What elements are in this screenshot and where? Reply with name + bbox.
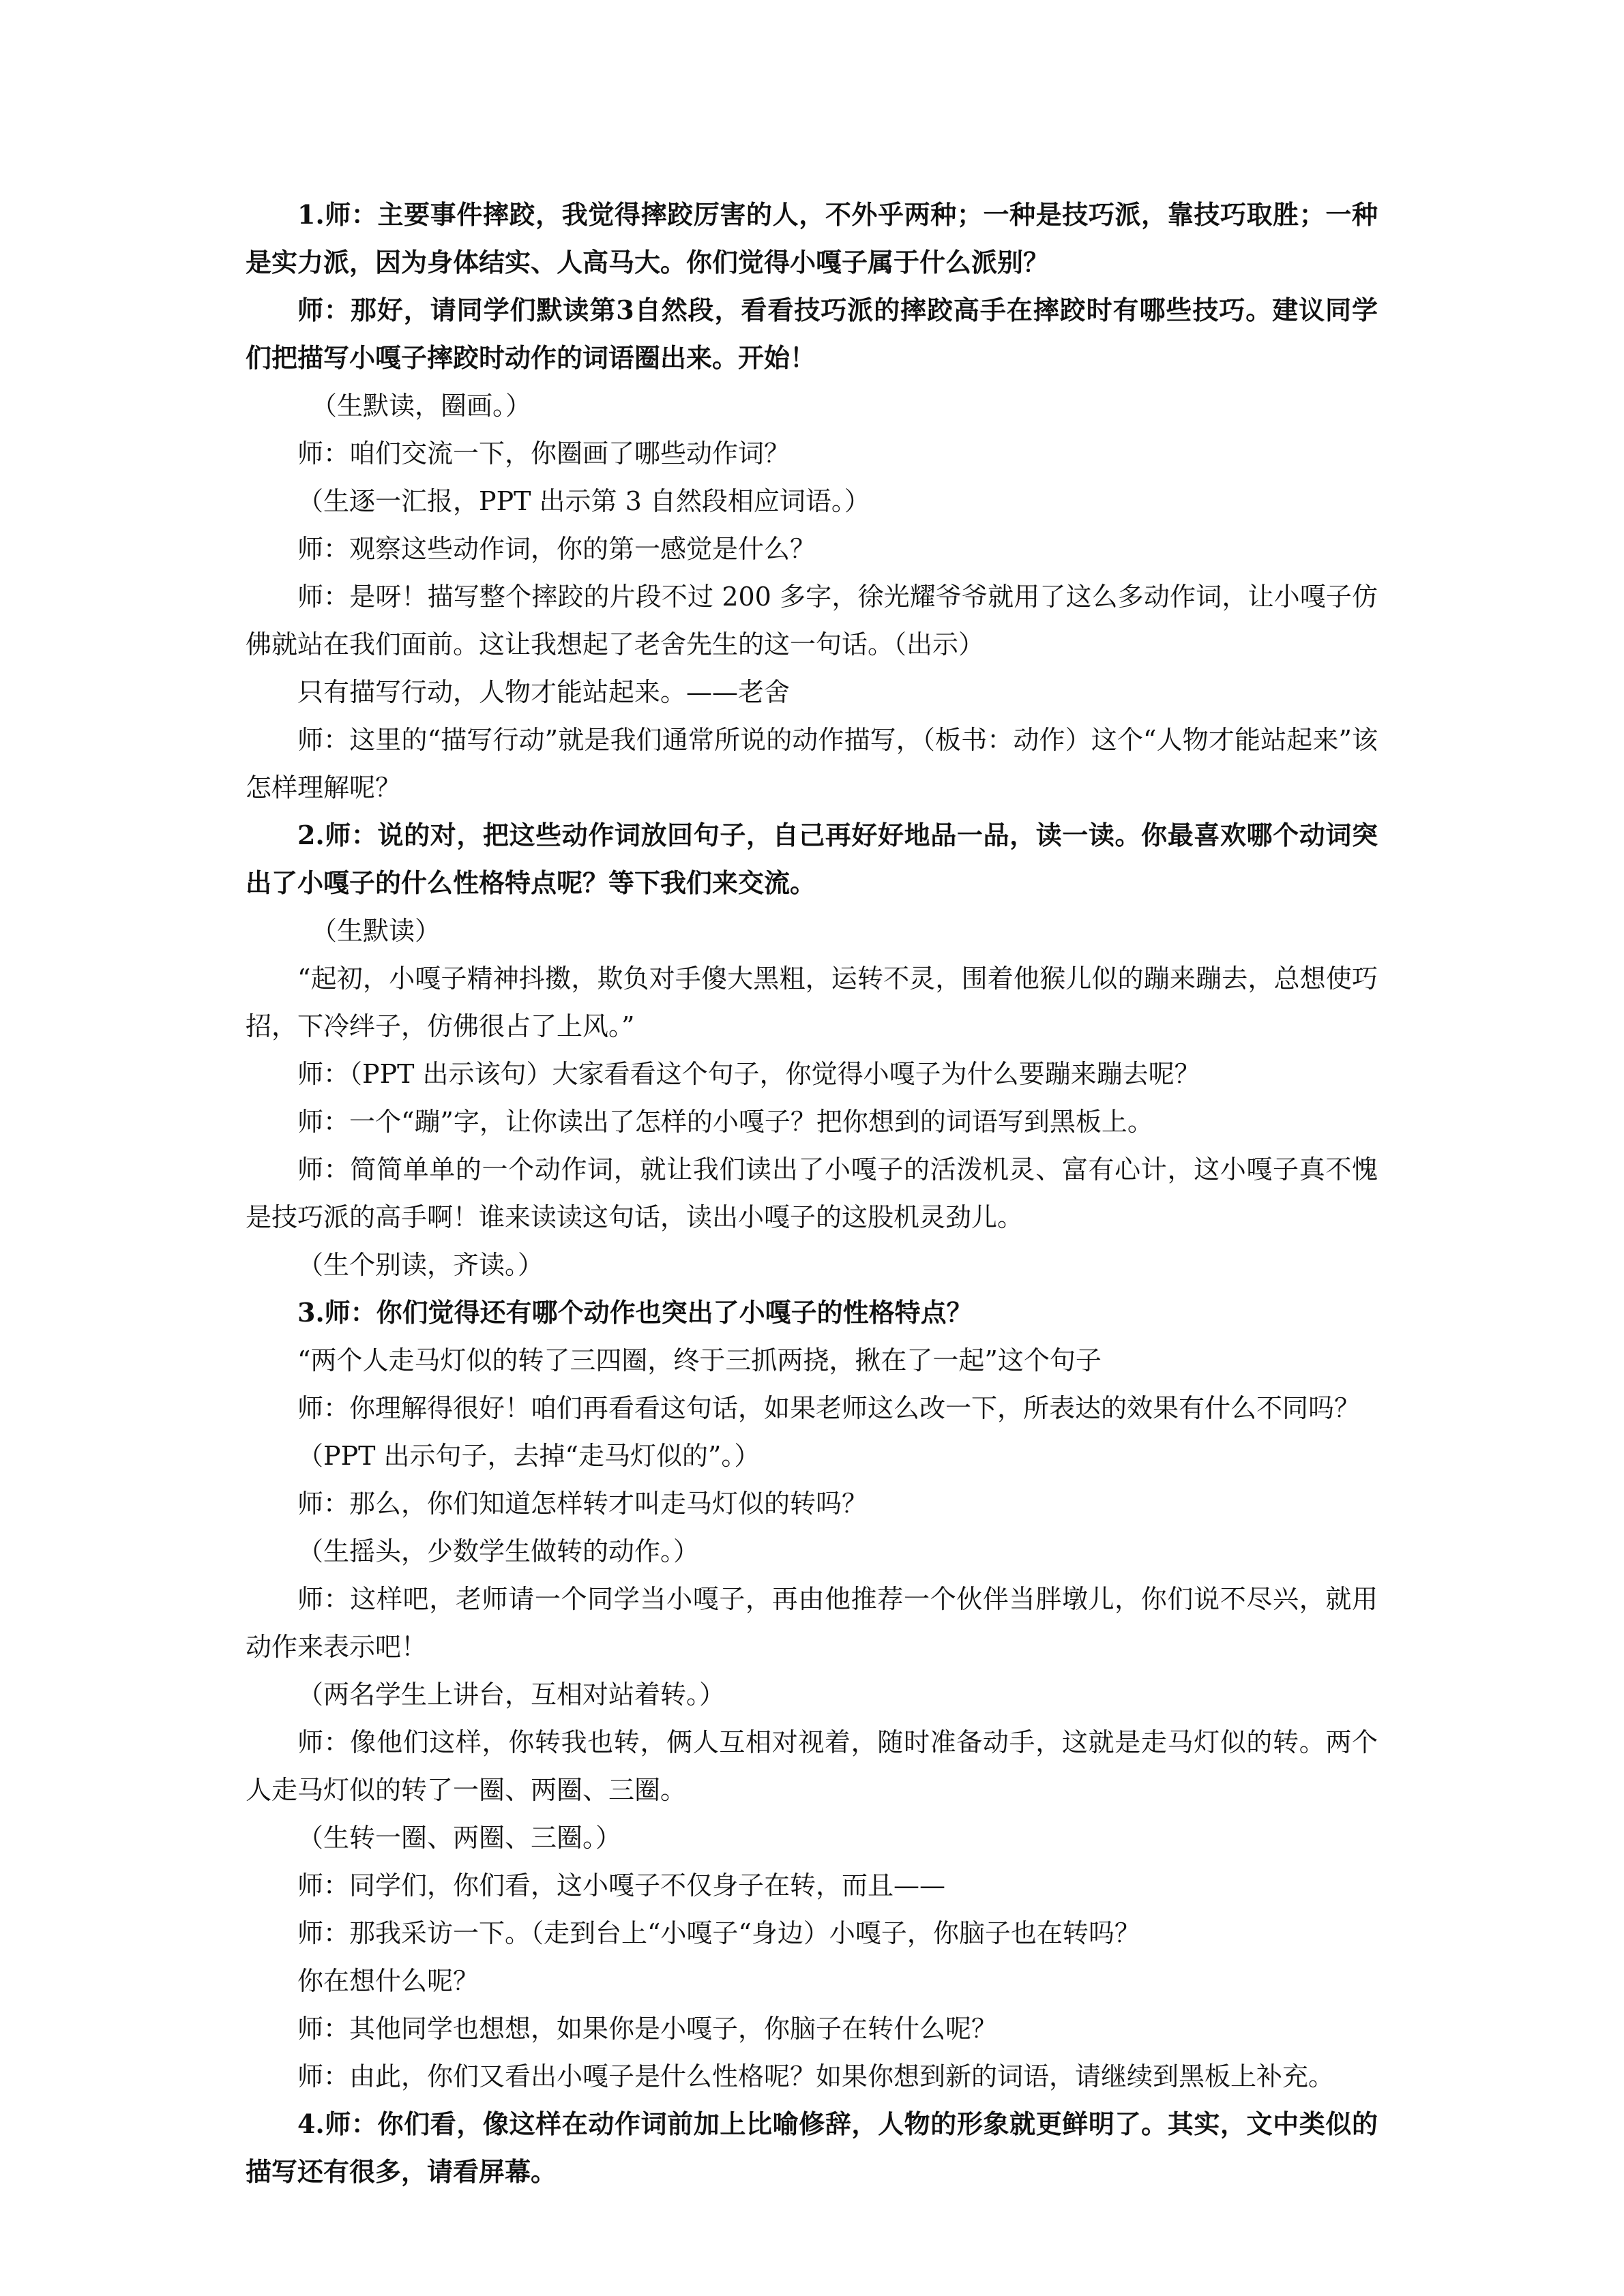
paragraph-16: （生个别读，齐读。） (297, 1250, 544, 1280)
paragraph-10: 2.师：说的对，把这些动作词放回句子，自己再好好地品一品，读一读。你最喜欢哪个动词突出了小嘎子的什么性格特点呢？等下我们来交流。 (246, 820, 1378, 898)
paragraph-2: 师：那好，请同学们默读第3自然段，看看技巧派的摔跤高手在摔跤时有哪些技巧。建议同学们把描写小嘎子摔跤时动作的词语圈出来。开始！ (246, 295, 1378, 373)
paragraph-3: （生默读，圈画。） (311, 391, 532, 421)
paragraph-29: 你在想什么呢？ (297, 1966, 479, 1996)
paragraph-20: （PPT 出示句子，去掉“走马灯似的”。） (297, 1441, 761, 1471)
paragraph-6: 师：观察这些动作词，你的第一感觉是什么？ (297, 534, 816, 564)
paragraph-7: 师：是呀！描写整个摔跤的片段不过 200 多字，徐光耀爷爷就用了这么多动作词，让小嘎子仿佛就站在我们面前。这让我想起了老舍先生的这一句话。（出示） (246, 582, 1378, 659)
paragraph-30: 师：其他同学也想想，如果你是小嘎子，你脑子在转什么呢？ (297, 2014, 998, 2044)
paragraph-5: （生逐一汇报，PPT 出示第 3 自然段相应词语。） (297, 486, 870, 516)
paragraph-27: 师：同学们，你们看，这小嘎子不仅身子在转，而且—— (297, 1870, 946, 1900)
paragraph-1: 1.师：主要事件摔跤，我觉得摔跤厉害的人，不外乎两种；一种是技巧派，靠技巧取胜；一种是实力派，因为身体结实、人高马大。你们觉得小嘎子属于什么派别？ (246, 199, 1378, 278)
paragraph-17: 3.师：你们觉得还有哪个动作也突出了小嘎子的性格特点？ (297, 1297, 973, 1328)
lesson-transcript (246, 191, 1378, 2196)
paragraph-18: “两个人走马灯似的转了三四圈，终于三抓两挠，揪在了一起”这个句子 (297, 1345, 1102, 1375)
paragraph-8: 只有描写行动，人物才能站起来。——老舍 (297, 677, 791, 707)
paragraph-32: 4.师：你们看，像这样在动作词前加上比喻修辞，人物的形象就更鲜明了。其实，文中类似的描写还有很多，请看屏幕。 (246, 2108, 1378, 2187)
paragraph-21: 师：那么，你们知道怎样转才叫走马灯似的转吗？ (297, 1489, 868, 1519)
paragraph-19: 师：你理解得很好！咱们再看看这句话，如果老师这么改一下，所表达的效果有什么不同吗？ (297, 1393, 1361, 1423)
paragraph-23: 师：这样吧，老师请一个同学当小嘎子，再由他推荐一个伙伴当胖墩儿，你们说不尽兴，就用动作来表示吧！ (246, 1584, 1378, 1662)
paragraph-12: “起初，小嘎子精神抖擞，欺负对手傻大黑粗，运转不灵，围着他猴儿似的蹦来蹦去，总想使巧招，下冷绊子，仿佛很占了上风。” (246, 964, 1378, 1041)
paragraph-9: 师：这里的“描写行动”就是我们通常所说的动作描写，（板书：动作）这个“人物才能站起来”该怎样理解呢？ (246, 725, 1378, 803)
paragraph-13: 师：（PPT 出示该句）大家看看这个句子，你觉得小嘎子为什么要蹦来蹦去呢？ (297, 1059, 1200, 1089)
paragraph-26: （生转一圈、两圈、三圈。） (297, 1823, 622, 1853)
paragraph-11: （生默读） (311, 916, 441, 946)
paragraph-28: 师：那我采访一下。（走到台上“小嘎子“身边）小嘎子，你脑子也在转吗？ (297, 1918, 1140, 1948)
paragraph-15: 师：简简单单的一个动作词，就让我们读出了小嘎子的活泼机灵、富有心计，这小嘎子真不愧是技巧派的高手啊！谁来读读这句话，读出小嘎子的这股机灵劲儿。 (246, 1154, 1378, 1232)
paragraph-22: （生摇头，少数学生做转的动作。） (297, 1536, 700, 1566)
paragraph-14: 师：一个“蹦”字，让你读出了怎样的小嘎子？把你想到的词语写到黑板上。 (297, 1107, 1153, 1137)
paragraph-4: 师：咱们交流一下，你圈画了哪些动作词？ (297, 438, 791, 468)
paragraph-24: （两名学生上讲台，互相对站着转。） (297, 1680, 726, 1710)
paragraph-31: 师：由此，你们又看出小嘎子是什么性格呢？如果你想到新的词语，请继续到黑板上补充。 (297, 2061, 1335, 2091)
paragraph-25: 师：像他们这样，你转我也转，俩人互相对视着，随时准备动手，这就是走马灯似的转。两个人走马灯似的转了一圈、两圈、三圈。 (246, 1727, 1378, 1805)
